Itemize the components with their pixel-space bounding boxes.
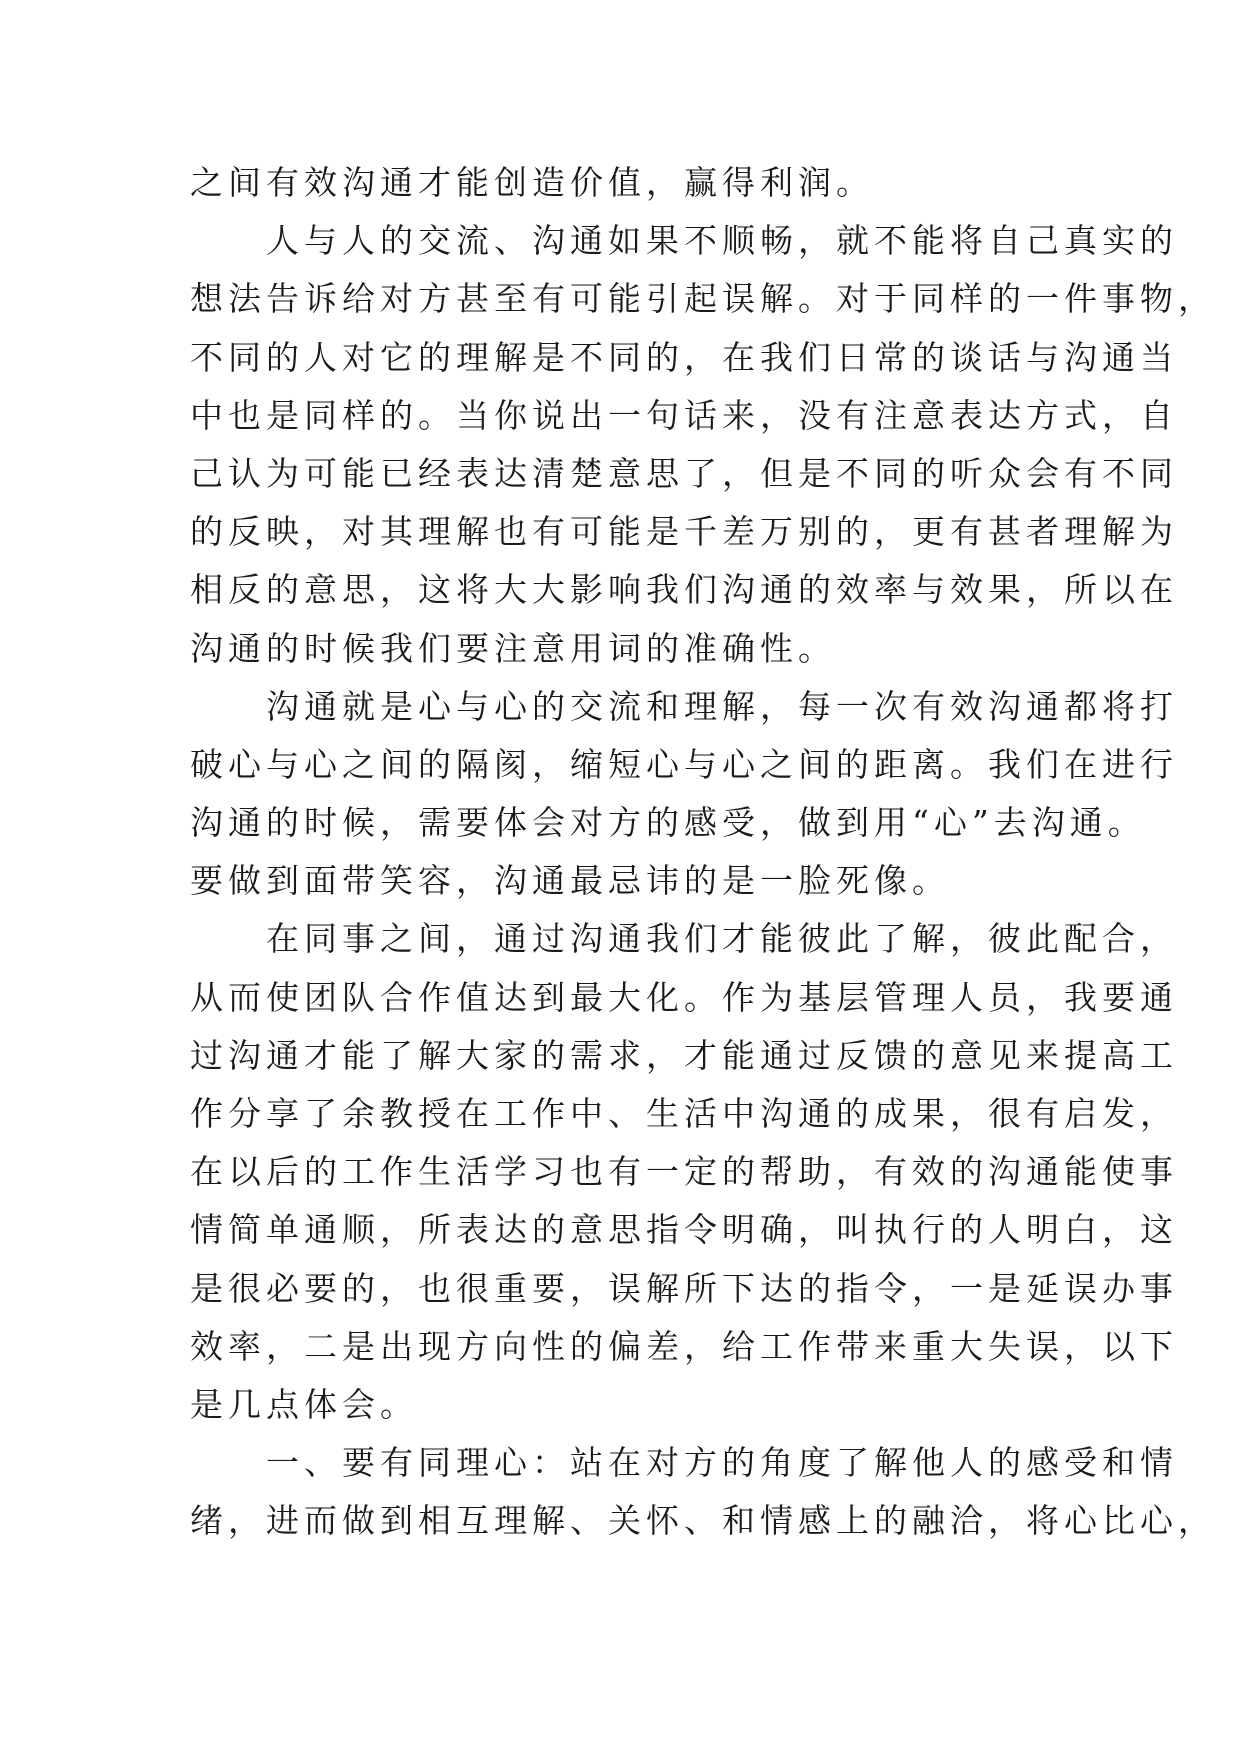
text-line: 一、要有同理心：站在对方的角度了解他人的感受和情: [190, 1443, 1178, 1483]
text-line: 沟通的时候我们要注意用词的准确性。: [190, 628, 836, 668]
text-line: 是几点体会。: [190, 1384, 418, 1424]
text-line: 之间有效沟通才能创造价值，赢得利润。: [190, 163, 874, 202]
text-line: 的反映，对其理解也有可能是千差万别的，更有甚者理解为: [190, 512, 1178, 552]
text-line: 沟通的时候，需要体会对方的感受，做到用“心”去沟通。: [190, 803, 1146, 843]
text-line: 破心与心之间的隔阂，缩短心与心之间的距离。我们在进行: [190, 744, 1178, 784]
text-line: 相反的意思，这将大大影响我们沟通的效率与效果，所以在: [190, 570, 1178, 610]
text-line: 己认为可能已经表达清楚意思了，但是不同的听众会有不同: [190, 453, 1178, 493]
body-text: [190, 154, 1216, 1551]
text-line: 不同的人对它的理解是不同的，在我们日常的谈话与沟通当: [190, 337, 1178, 377]
text-line: 在以后的工作生活学习也有一定的帮助，有效的沟通能使事: [190, 1152, 1178, 1192]
text-line: 过沟通才能了解大家的需求，才能通过反馈的意见来提高工: [190, 1035, 1178, 1075]
text-line: 从而使团队合作值达到最大化。作为基层管理人员，我要通: [190, 977, 1178, 1017]
text-line: 中也是同样的。当你说出一句话来，没有注意表达方式，自: [190, 395, 1178, 435]
text-line: 作分享了余教授在工作中、生活中沟通的成果，很有启发，: [190, 1094, 1178, 1133]
text-line: 情简单通顺，所表达的意思指令明确，叫执行的人明白，这: [190, 1210, 1178, 1250]
text-line: 在同事之间，通过沟通我们才能彼此了解，彼此配合，: [190, 919, 1178, 959]
text-line: 沟通就是心与心的交流和理解，每一次有效沟通都将打: [190, 686, 1178, 726]
text-line: 效率，二是出现方向性的偏差，给工作带来重大失误，以下: [190, 1326, 1178, 1366]
text-line: 想法告诉给对方甚至有可能引起误解。对于同样的一件事物，: [190, 279, 1216, 319]
text-line: 人与人的交流、沟通如果不顺畅，就不能将自己真实的: [190, 221, 1178, 261]
text-line: 是很必要的，也很重要，误解所下达的指令，一是延误办事: [190, 1268, 1178, 1308]
text-line: 绪，进而做到相互理解、关怀、和情感上的融洽，将心比心，: [190, 1501, 1216, 1541]
text-line: 要做到面带笑容，沟通最忌讳的是一脸死像。: [190, 861, 950, 901]
